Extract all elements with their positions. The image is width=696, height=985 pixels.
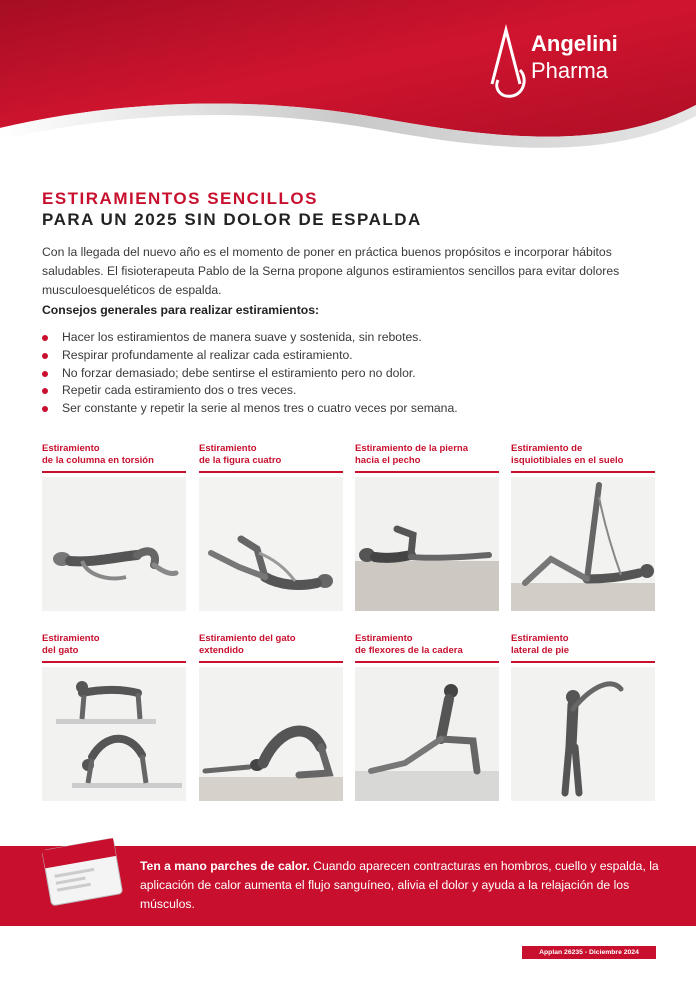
exercise-card	[511, 633, 655, 660]
caption-underline	[199, 661, 343, 663]
caption-line2: extendido	[199, 644, 244, 656]
title-line2: PARA UN 2025 SIN DOLOR DE ESPALDA	[42, 210, 422, 229]
caption-line1: Estiramiento del gato	[199, 633, 296, 644]
exercise-card	[199, 443, 343, 470]
caption-line1: Estiramiento	[511, 633, 569, 644]
caption-underline	[355, 471, 499, 473]
exercise-card	[42, 633, 186, 660]
tips-list	[42, 329, 458, 418]
caption-underline	[511, 661, 655, 663]
exercise-caption	[199, 443, 343, 470]
exercise-caption	[42, 443, 186, 470]
hip-flexor-stretch-figure-icon	[355, 667, 499, 801]
exercise-card	[511, 443, 655, 470]
angelini-logo-icon	[486, 22, 530, 102]
list-item	[42, 382, 458, 400]
exercise-caption	[42, 633, 186, 660]
list-item	[42, 347, 458, 365]
bullet-icon	[42, 353, 48, 359]
caption-line1: Estiramiento	[199, 443, 257, 454]
exercise-illustration	[42, 667, 186, 801]
exercise-illustration	[199, 667, 343, 801]
caption-underline	[511, 471, 655, 473]
banner-bold-text: Ten a mano parches de calor.	[140, 859, 310, 873]
heat-patch-package-icon	[40, 826, 124, 914]
knee-to-chest-figure-icon	[355, 477, 499, 611]
header-banner	[0, 0, 696, 165]
exercise-illustration	[199, 477, 343, 611]
tip-text: Respirar profundamente al realizar cada estiramiento.	[62, 347, 353, 362]
extended-cat-figure-icon	[199, 667, 343, 801]
exercise-caption	[355, 443, 499, 470]
exercise-illustration	[511, 477, 655, 611]
caption-line1: Estiramiento	[42, 443, 100, 454]
page-title	[42, 188, 422, 230]
exercise-illustration	[355, 477, 499, 611]
heat-patch-image	[40, 826, 124, 914]
exercise-illustration	[511, 667, 655, 801]
hamstring-stretch-figure-icon	[511, 477, 655, 611]
caption-line1: Estiramiento de	[511, 443, 583, 454]
brand-logo	[486, 22, 686, 102]
exercise-illustration	[355, 667, 499, 801]
caption-underline	[199, 471, 343, 473]
caption-line1: Estiramiento de la pierna	[355, 443, 468, 454]
caption-line2: del gato	[42, 644, 79, 656]
caption-line2: hacia el pecho	[355, 454, 421, 466]
exercise-caption	[355, 633, 499, 660]
exercise-card	[42, 443, 186, 470]
banner-text	[140, 857, 660, 914]
spinal-twist-figure-icon	[42, 477, 186, 611]
cat-stretch-figure-icon	[42, 667, 186, 801]
tip-text: No forzar demasiado; debe sentirse el estiramiento pero no dolor.	[62, 365, 416, 380]
bullet-icon	[42, 388, 48, 394]
exercise-caption	[511, 633, 655, 660]
bullet-icon	[42, 335, 48, 341]
brand-name-line2: Pharma	[531, 58, 609, 83]
caption-line2: de la figura cuatro	[199, 454, 282, 466]
exercise-caption	[199, 633, 343, 660]
figure-four-figure-icon	[199, 477, 343, 611]
caption-line2: de flexores de la cadera	[355, 644, 463, 656]
tips-heading: Consejos generales para realizar estiramientos:	[42, 303, 320, 317]
caption-line2: de la columna en torsión	[42, 454, 154, 466]
intro-paragraph: Con la llegada del nuevo año es el momento de poner en práctica buenos propósitos e incorporar hábitos saludables. El fisioterapeuta Pablo de la Serna propone algunos estiramientos sencillos para evitar dolores musculoesqueléticos de espalda.	[42, 245, 620, 297]
footer-code: Applan 26235 - Diciembre 2024	[522, 946, 656, 959]
exercise-card	[355, 443, 499, 470]
standing-side-stretch-figure-icon	[511, 667, 655, 801]
caption-underline	[42, 471, 186, 473]
bullet-icon	[42, 406, 48, 412]
tip-text: Repetir cada estiramiento dos o tres veces.	[62, 383, 297, 398]
title-line1: ESTIRAMIENTOS SENCILLOS	[42, 189, 318, 208]
caption-line2: isquiotibiales en el suelo	[511, 454, 624, 466]
caption-line1: Estiramiento	[355, 633, 413, 644]
caption-underline	[355, 661, 499, 663]
list-item	[42, 329, 458, 347]
caption-underline	[42, 661, 186, 663]
bullet-icon	[42, 371, 48, 377]
list-item	[42, 365, 458, 383]
exercise-card	[199, 633, 343, 660]
exercise-card	[355, 633, 499, 660]
tip-text: Hacer los estiramientos de manera suave y sostenida, sin rebotes.	[62, 330, 422, 344]
banner-body-text: Cuando aparecen contracturas en hombros, cuello y espalda, la aplicación de calor aumenta el flujo sanguíneo, alivia el dolor y ayuda a la relajación de los músculos.	[140, 859, 659, 911]
caption-line1: Estiramiento	[42, 633, 100, 644]
exercise-illustration	[42, 477, 186, 611]
exercise-caption	[511, 443, 655, 470]
tip-text: Ser constante y repetir la serie al menos tres o cuatro veces por semana.	[62, 401, 458, 416]
caption-line2: lateral de pie	[511, 644, 570, 656]
list-item	[42, 400, 458, 418]
brand-name-line1: Angelini	[531, 31, 618, 56]
